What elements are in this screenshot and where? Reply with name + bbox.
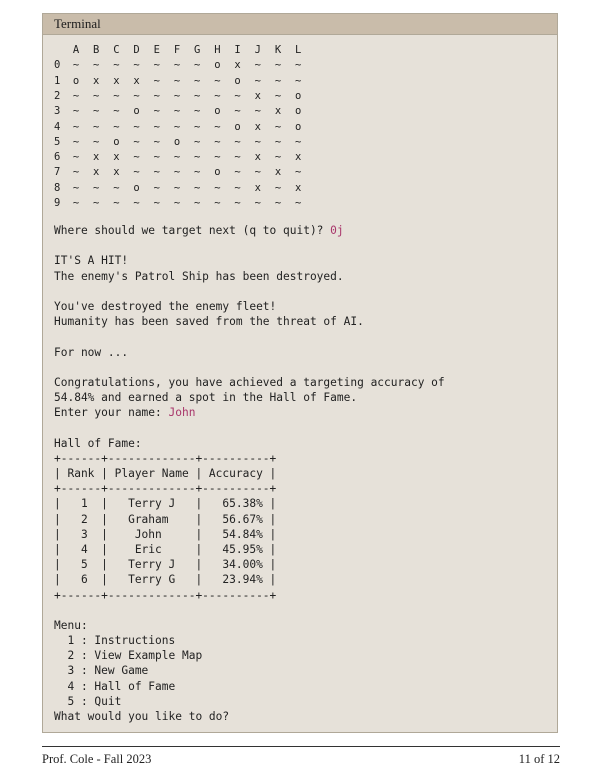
board-cell: ~	[194, 105, 201, 118]
saved-message: Humanity has been saved from the threat of AI.	[54, 315, 364, 329]
board-cell: ~	[173, 105, 181, 118]
board-cell: o	[214, 166, 221, 179]
board-cell: x	[93, 151, 100, 164]
board-cell: ~	[173, 151, 181, 164]
board-cell: ~	[72, 135, 80, 148]
menu-prompt: What would you like to do?	[54, 710, 230, 723]
column-header: F	[173, 44, 181, 56]
board-cell: ~	[194, 181, 201, 194]
column-header: E	[153, 44, 160, 56]
board-cell: x	[254, 181, 261, 194]
column-header: D	[133, 44, 140, 56]
board-cell: ~	[295, 74, 302, 87]
board-cell: ~	[72, 89, 80, 102]
board-cell: ~	[133, 135, 140, 148]
board-cell: ~	[113, 59, 120, 72]
board-cell: ~	[153, 197, 160, 209]
board-cell: ~	[133, 166, 140, 179]
window-title: Terminal	[43, 14, 557, 35]
board-cell: x	[274, 166, 282, 179]
hit-message: IT'S A HIT!	[54, 254, 129, 268]
footer-author: Prof. Cole - Fall 2023	[42, 752, 152, 766]
board-cell: ~	[153, 135, 160, 148]
board-cell: ~	[254, 135, 261, 148]
menu-item-instructions: 1 : Instructions	[54, 634, 176, 648]
board-cell: ~	[133, 120, 140, 133]
board-cell: ~	[214, 89, 221, 102]
row-label: 9	[54, 197, 61, 209]
board-cell: ~	[254, 74, 261, 87]
board-cell: ~	[133, 89, 140, 102]
menu-item-hall-of-fame: 4 : Hall of Fame	[54, 679, 176, 693]
row-label: 4	[54, 120, 61, 133]
board-cell: ~	[153, 59, 160, 72]
board-cell: o	[133, 105, 140, 118]
board-cell: ~	[234, 166, 241, 179]
name-input[interactable]: John	[168, 406, 196, 420]
board-cell: ~	[153, 166, 160, 179]
board-cell: ~	[274, 89, 282, 102]
board-cell: x	[93, 166, 100, 179]
board-cell: ~	[72, 120, 80, 133]
table-border-mid: +------+-------------+----------+	[54, 482, 277, 496]
board-cell: ~	[194, 120, 201, 133]
board-cell: x	[113, 166, 120, 179]
board-cell: ~	[194, 59, 201, 72]
board-cell: ~	[295, 59, 302, 72]
board-cell: ~	[153, 105, 160, 118]
board-cell: x	[295, 181, 302, 194]
board-cell: ~	[274, 135, 282, 148]
board-cell: ~	[93, 89, 100, 102]
board-cell: ~	[254, 59, 261, 72]
row-label: 1	[54, 74, 61, 87]
board-cell: ~	[113, 181, 120, 194]
row-label: 0	[54, 59, 61, 72]
board-cell: ~	[214, 197, 221, 209]
board-cell: ~	[173, 89, 181, 102]
board-cell: ~	[194, 151, 201, 164]
board-cell: ~	[295, 166, 302, 179]
column-header: K	[274, 44, 282, 56]
board-cell: ~	[72, 197, 80, 209]
board-cell: ~	[194, 74, 201, 87]
board-cell: ~	[93, 120, 100, 133]
board-cell: ~	[214, 135, 221, 148]
board-cell: x	[133, 74, 140, 87]
board-cell: ~	[254, 166, 261, 179]
terminal-output	[54, 43, 549, 728]
menu-item-view-example-map: 2 : View Example Map	[54, 649, 203, 663]
board-cell: ~	[234, 181, 241, 194]
board-cell: o	[234, 120, 241, 133]
board-cell: ~	[234, 105, 241, 118]
column-header: J	[254, 44, 261, 56]
board-cell: ~	[93, 59, 100, 72]
destroyed-message: The enemy's Patrol Ship has been destroyed.	[54, 269, 344, 283]
board-cell: o	[295, 105, 302, 118]
board-cell: ~	[234, 89, 241, 102]
board-cell: x	[274, 105, 282, 118]
board-cell: ~	[274, 181, 282, 194]
board-cell: ~	[194, 166, 201, 179]
board-cell: ~	[93, 105, 100, 118]
board-cell: ~	[173, 181, 181, 194]
board-cell: ~	[274, 59, 282, 72]
board-cell: o	[113, 135, 120, 148]
board-cell: o	[295, 120, 302, 133]
board-cell: ~	[113, 105, 120, 118]
board-cell: ~	[194, 89, 201, 102]
column-header: I	[234, 44, 241, 56]
target-prompt: Where should we target next (q to quit)?	[54, 224, 331, 237]
target-input[interactable]: 0j	[330, 224, 344, 237]
hall-of-fame-title: Hall of Fame:	[54, 436, 142, 450]
board-cell: ~	[214, 151, 221, 164]
board-cell: ~	[133, 197, 140, 209]
board-cell: o	[173, 135, 181, 148]
board-cell: ~	[153, 181, 160, 194]
board-cell: ~	[72, 105, 80, 118]
row-label: 6	[54, 151, 61, 164]
table-row: | 5 | Terry J | 34.00% |	[54, 558, 277, 572]
board-cell: ~	[133, 151, 140, 164]
board-cell: ~	[113, 197, 120, 209]
board-cell: ~	[72, 166, 80, 179]
board-cell: ~	[173, 59, 181, 72]
board-cell: ~	[173, 74, 181, 87]
board-cell: ~	[274, 197, 282, 209]
board-cell: ~	[295, 135, 302, 148]
board-cell: ~	[254, 105, 261, 118]
board-cell: ~	[113, 120, 120, 133]
board-cell: ~	[153, 120, 160, 133]
page-footer	[42, 746, 560, 767]
board-cell: x	[254, 120, 261, 133]
row-label: 8	[54, 181, 61, 194]
board-cell: x	[113, 74, 120, 87]
board-cell: ~	[173, 166, 181, 179]
board-cell: ~	[72, 181, 80, 194]
board-cell: x	[113, 151, 120, 164]
table-row: | 3 | John | 54.84% |	[54, 527, 277, 541]
board-cell: x	[254, 151, 261, 164]
board-cell: ~	[93, 135, 100, 148]
board-cell: ~	[194, 197, 201, 209]
congrats-line-2: 54.84% and earned a spot in the Hall of Fame.	[54, 391, 358, 405]
board-cell: x	[295, 151, 302, 164]
row-label: 3	[54, 105, 61, 118]
column-header: C	[113, 44, 120, 56]
board-cell: ~	[113, 89, 120, 102]
column-header: L	[295, 44, 302, 56]
column-header: G	[194, 44, 201, 56]
game-board	[54, 43, 549, 209]
board-cell: ~	[274, 151, 282, 164]
board-cell: o	[234, 74, 241, 87]
board-cell: o	[214, 59, 221, 72]
row-label: 2	[54, 89, 61, 102]
for-now-message: For now ...	[54, 345, 129, 359]
board-cell: ~	[93, 197, 100, 209]
board-cell: ~	[72, 59, 80, 72]
board-cell: ~	[234, 197, 241, 209]
table-row: | 1 | Terry J | 65.38% |	[54, 497, 277, 511]
board-cell: ~	[173, 120, 181, 133]
name-prompt-line	[54, 405, 549, 420]
menu-item-quit: 5 : Quit	[54, 694, 122, 708]
board-cell: o	[295, 89, 302, 102]
column-header: H	[214, 44, 221, 56]
table-header: | Rank | Player Name | Accuracy |	[54, 467, 277, 480]
board-cell: ~	[254, 197, 261, 209]
board-cell: ~	[234, 151, 241, 164]
board-cell: o	[214, 105, 221, 118]
page-number: 11 of 12	[518, 752, 560, 766]
board-cell: ~	[72, 151, 80, 164]
board-cell: ~	[295, 197, 302, 209]
table-row: | 4 | Eric | 45.95% |	[54, 542, 277, 556]
board-cell: ~	[133, 59, 140, 72]
board-cell: ~	[93, 181, 100, 194]
congrats-line-1: Congratulations, you have achieved a targeting accuracy of	[54, 375, 445, 389]
table-border-top: +------+-------------+----------+	[54, 451, 277, 465]
board-cell: ~	[153, 89, 160, 102]
board-cell: x	[234, 59, 241, 72]
board-cell: ~	[153, 74, 160, 87]
board-cell: ~	[173, 197, 181, 209]
board-cell: ~	[153, 151, 160, 164]
row-label: 7	[54, 166, 61, 179]
board-cell: ~	[274, 120, 282, 133]
board-cell: x	[254, 89, 261, 102]
menu-item-new-game: 3 : New Game	[54, 664, 149, 678]
table-row: | 2 | Graham | 56.67% |	[54, 512, 277, 526]
fleet-message: You've destroyed the enemy fleet!	[54, 299, 277, 313]
terminal-window	[42, 13, 558, 733]
board-cell: ~	[274, 74, 282, 87]
table-border-bottom: +------+-------------+----------+	[54, 588, 277, 602]
target-prompt-line	[54, 223, 549, 238]
board-cell: ~	[214, 120, 221, 133]
board-cell: ~	[194, 135, 201, 148]
board-cell: o	[72, 74, 80, 87]
board-cell: x	[93, 74, 100, 87]
row-label: 5	[54, 135, 61, 148]
board-cell: o	[133, 181, 140, 194]
table-row: | 6 | Terry G | 23.94% |	[54, 573, 277, 587]
menu-title: Menu:	[54, 618, 88, 632]
board-cell: ~	[214, 181, 221, 194]
name-prompt: Enter your name:	[54, 406, 169, 420]
board-cell: ~	[214, 74, 221, 87]
column-header: A	[72, 44, 80, 56]
board-cell: ~	[234, 135, 241, 148]
column-header: B	[93, 44, 100, 56]
